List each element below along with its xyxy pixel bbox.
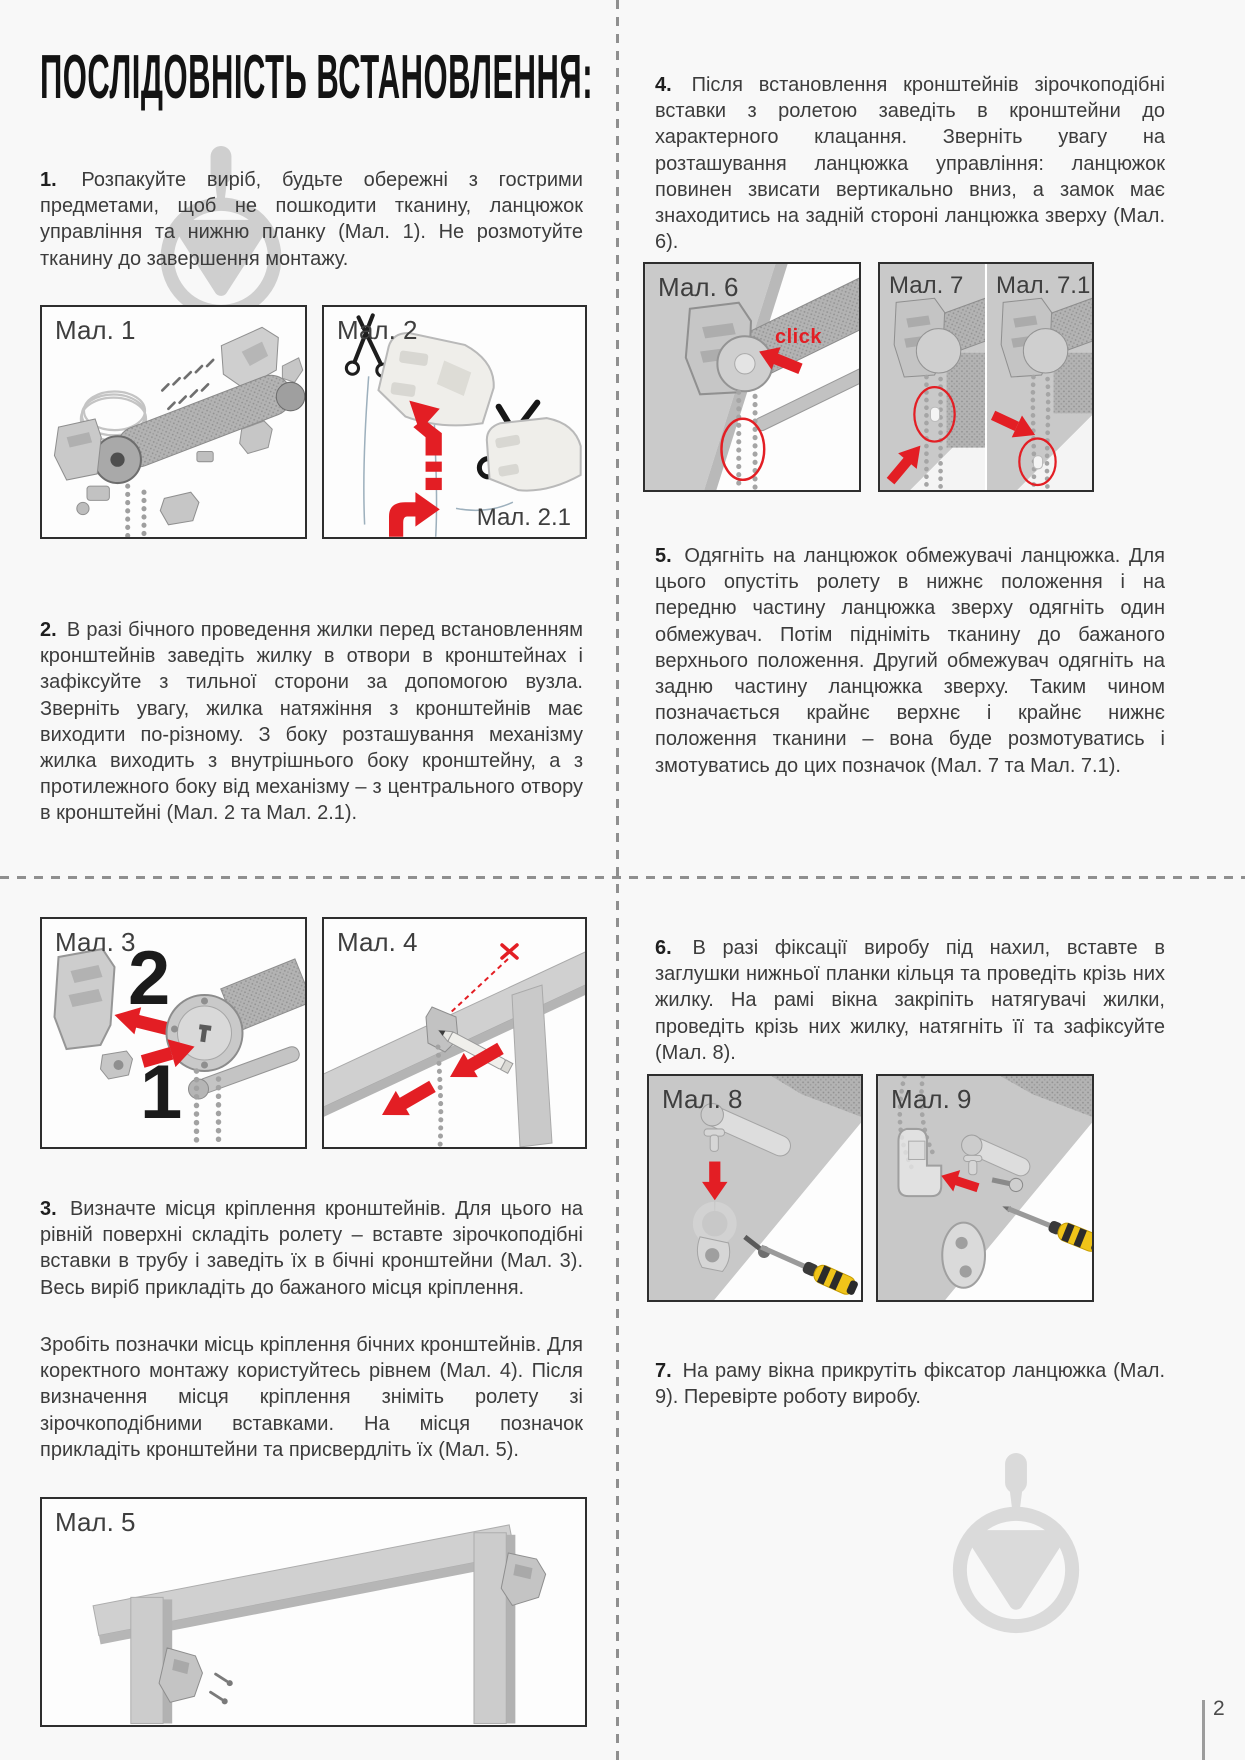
page-title: ПОСЛІДОВНІСТЬ ВСТАНОВЛЕННЯ: [40,43,594,112]
step-2-text: В разі бічного проведення жилки перед встановленням кронштейнів заведіть жилку в отвори в кронштейнах і зафіксуйте з тильної сторони за допомогою вузла. Зверніть увагу, жилка натяжіння з кронштейнів має виходити по-різному. З боку розташування механізму жилка виходить з внутрішнього боку кронштейну, а з протилежного боку від механізму – з центрального отвору в кронштейні (Мал. 2 та Мал. 2.1). [40,619,583,825]
page-number: 2 [1213,1697,1225,1720]
step-5-number: 5. [655,545,672,567]
fishing-line [364,376,369,524]
figure-8-box [647,1074,863,1302]
figure-3-marker-1: 1 [140,1050,183,1135]
step-1-text: Розпакуйте виріб, будьте обережні з гострими предметами, щоб не пошкодити тканину, ланцюжок управління та нижню планку (Мал. 1). Не розмотуйте тканину до завершення монтажу. [40,169,583,270]
horizontal-dashed-divider [0,876,1245,879]
step-6-number: 6. [655,937,672,959]
figure-2-label: Мал. 2 [337,315,418,345]
step-5-text: Одягніть на ланцюжок обмежувачі ланцюжка. Для цього опустіть ролету в нижнє положення і на передню частину ланцюжка зверху одягніть один обмежувач. Потім підніміть тканину до бажаного верхнього положення. Другий обмежувач одягніть на задню частину ланцюжка зверху. Таким чином позначається крайнє верхнє і крайнє нижнє положення тканини – вона буде розмотуватись і змотуватись до цих позначок (Мал. 7 та Мал. 7.1). [655,545,1166,777]
step-3-paragraph [40,1196,583,1301]
figure-7-1-panel [985,264,1092,490]
bead-chain [438,1047,441,1147]
step-4-text: Після встановлення кронштейнів зірочкоподібні вставки з ролетою заведіть в кронштейни до характерного клацання. Зверніть увагу на розташування ланцюжка управління: ланцюжок повинен звисати вертикально вниз, а замок має знаходитись на задній стороні ланцюжка зверху (Мал. 6). [655,74,1165,254]
step-5-paragraph [655,543,1165,779]
figure-5-label: Мал. 5 [55,1507,136,1537]
red-arrow-icon [389,492,440,537]
figure-4-box [322,917,587,1149]
step-1-number: 1. [40,169,57,191]
step-1-paragraph [40,167,583,272]
step-6-paragraph [655,935,1165,1066]
figure-9-label: Мал. 9 [891,1084,972,1114]
step-6-text: В разі фіксації виробу під нахил, вставте в заглушки нижньої планки кільця та проведіть крізь них жилку. На рамі вікна закріпіть натягувачі жилки, проведіть крізь них жилку, натягніть її та зафіксуйте (Мал. 8). [655,937,1165,1064]
figure-4-label: Мал. 4 [337,927,418,957]
step-3-continued-text: Зробіть позначки місць кріплення бічних кронштейнів. Для коректного монтажу користуйтесь рівнем (Мал. 4). Після визначення місця кріплення зніміть ролету зі зірочкоподібними вставками. На місця позначок прикладіть кронштейни та присвердліть їх (Мал. 5). [40,1334,583,1461]
chain-limiter [1033,456,1042,469]
screws [211,1674,227,1699]
vertical-dashed-divider [616,0,619,1760]
figure-7-1-label: Мал. 7.1 [996,272,1091,299]
step-7-number: 7. [655,1360,672,1382]
step-7-paragraph [655,1358,1165,1410]
figure-6-label: Мал. 6 [658,272,739,302]
bead-chain [128,486,144,537]
figure-1-box [40,305,307,539]
page-number-rule [1202,1700,1205,1760]
figure-5-box [40,1497,587,1727]
bracket [501,1553,545,1605]
figure-3-marker-2: 2 [128,936,171,1021]
step-7-text: На раму вікна прикрутіть фіксатор ланцюжка (Мал. 9). Перевірте роботу виробу. [655,1360,1165,1409]
step-2-paragraph [40,617,583,827]
step-3-number: 3. [40,1198,57,1220]
figure-2-box [322,305,587,539]
mount-plate [942,1223,985,1288]
figure-9-box [876,1074,1094,1302]
figure-3-box [40,917,307,1149]
red-x-mark [502,945,517,958]
white-bracket [480,410,585,498]
figure-1-label: Мал. 1 [55,315,136,345]
step-2-number: 2. [40,619,57,641]
brand-watermark-bottom-icon [938,1453,1094,1637]
chain-limiter [930,407,939,421]
figure-8-label: Мал. 8 [662,1084,743,1114]
figure-7-panel [880,264,985,490]
figure-2-1-label: Мал. 2.1 [476,504,571,531]
step-4-paragraph [655,72,1165,255]
figure-7-label: Мал. 7 [889,272,964,299]
figure-7-group-box [878,262,1094,492]
click-annotation: click [775,326,822,348]
step-3-text: Визначте місця кріплення кронштейнів. Для цього на рівній поверхні складіть ролету – вставте зірочкоподібні вставки в трубу і заведіть їх в бічні кронштейни (Мал. 3). Весь виріб прикладіть до бажаного місця кріплення. [40,1198,583,1299]
bracket [159,1648,202,1703]
figure-3-label: Мал. 3 [55,927,136,957]
step-4-number: 4. [655,74,672,96]
step-3-continued-paragraph [40,1332,583,1463]
figure-6-box [643,262,861,492]
